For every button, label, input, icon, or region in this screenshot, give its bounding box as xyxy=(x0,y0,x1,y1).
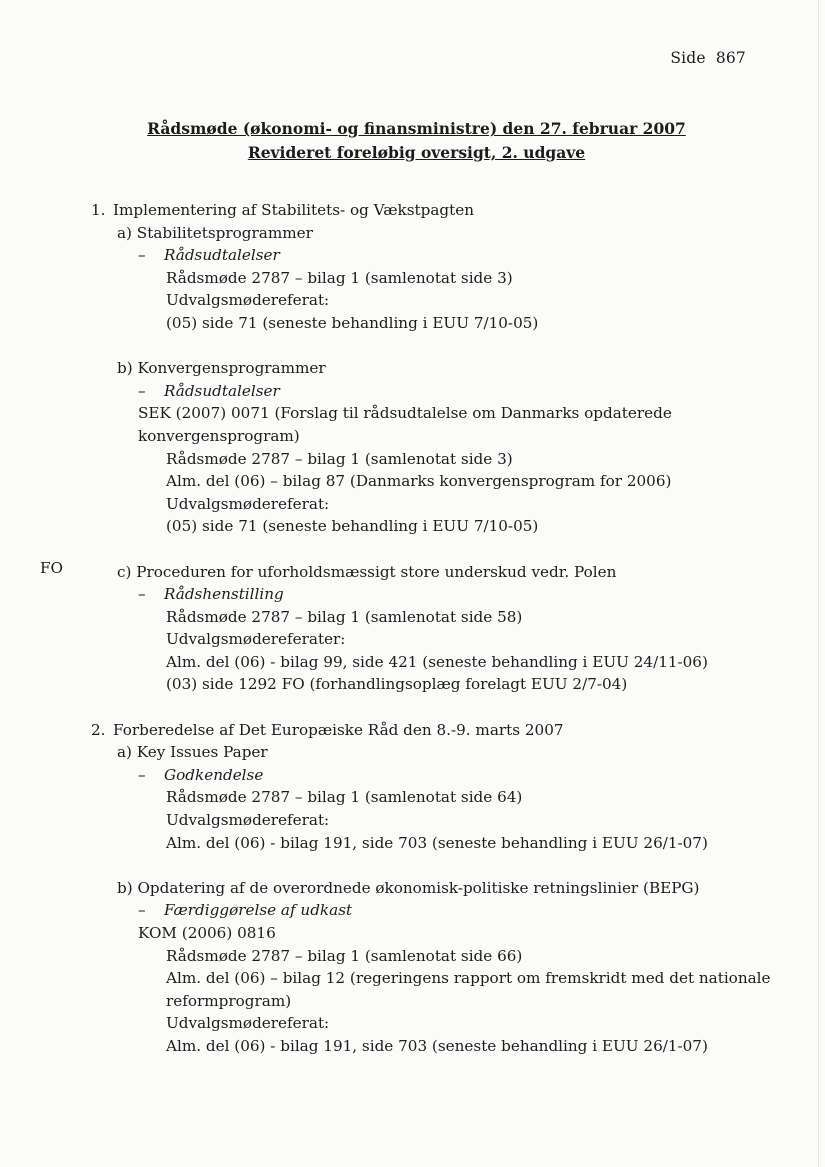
section-heading xyxy=(0,719,825,742)
margin-note-fo: FO xyxy=(40,559,63,577)
page-number: 867 xyxy=(715,49,746,67)
reference-line: Udvalgsmødereferat: xyxy=(166,291,330,310)
scan-edge xyxy=(818,0,819,1167)
reference-line: Alm. del (06) - bilag 191, side 703 (seneste behandling i EUU 26/1-07) xyxy=(166,1036,708,1055)
sub-item-label: b) Opdatering af de overordnede økonomisk-politiske retningslinier (BEPG) xyxy=(117,878,700,897)
reference-line: (05) side 71 (seneste behandling i EUU 7/10-05) xyxy=(166,313,539,332)
reference-line: (05) side 71 (seneste behandling i EUU 7/10-05) xyxy=(166,517,539,536)
sub-item-label: b) Konvergensprogrammer xyxy=(117,359,326,378)
section-number: 2. xyxy=(91,720,106,739)
document-reference: SEK (2007) 0071 (Forslag til rådsudtalelse om Danmarks opdaterede xyxy=(138,404,672,423)
side-label: Side xyxy=(670,49,706,67)
agenda-list xyxy=(0,199,825,1058)
reference-line: Udvalgsmødereferater: xyxy=(166,630,346,649)
item-type: – Rådshenstilling xyxy=(138,585,284,604)
section-title: Implementering af Stabilitets- og Vækstpagten xyxy=(113,201,474,219)
reference-line: Udvalgsmødereferat: xyxy=(166,811,330,830)
document-title: Rådsmøde (økonomi- og finansministre) den 27. februar 2007 xyxy=(147,119,686,138)
reference-line: Rådsmøde 2787 – bilag 1 (samlenotat side 3) xyxy=(166,449,513,468)
section-heading xyxy=(0,199,825,222)
sub-item-label: a) Key Issues Paper xyxy=(117,743,268,762)
reference-line: Rådsmøde 2787 – bilag 1 (samlenotat side 58) xyxy=(166,607,523,626)
section-title: Forberedelse af Det Europæiske Råd den 8.-9. marts 2007 xyxy=(113,720,564,739)
reference-line: Alm. del (06) - bilag 191, side 703 (seneste behandling i EUU 26/1-07) xyxy=(166,833,708,852)
item-type: – Rådsudtalelser xyxy=(138,381,280,400)
reference-line: reformprogram) xyxy=(166,991,292,1010)
reference-line: Rådsmøde 2787 – bilag 1 (samlenotat side 3) xyxy=(166,268,513,287)
sub-item-label: c) Proceduren for uforholdsmæssigt store underskud vedr. Polen xyxy=(117,562,617,581)
reference-line: Rådsmøde 2787 – bilag 1 (samlenotat side 64) xyxy=(166,788,523,807)
reference-line: Udvalgsmødereferat: xyxy=(166,494,330,513)
reference-line: Alm. del (06) – bilag 87 (Danmarks konvergensprogram for 2006) xyxy=(166,472,672,491)
item-type: – Færdiggørelse af udkast xyxy=(138,901,353,920)
document-reference: KOM (2006) 0816 xyxy=(138,924,276,942)
reference-line: (03) side 1292 FO (forhandlingsoplæg forelagt EUU 2/7-04) xyxy=(166,675,628,694)
item-type: – Godkendelse xyxy=(138,765,264,784)
document-subtitle: Revideret foreløbig oversigt, 2. udgave xyxy=(247,143,586,162)
sub-item-label: a) Stabilitetsprogrammer xyxy=(117,223,313,242)
reference-line: Udvalgsmødereferat: xyxy=(166,1014,330,1033)
reference-line: Rådsmøde 2787 – bilag 1 (samlenotat side 66) xyxy=(166,946,523,965)
document-reference: konvergensprogram) xyxy=(138,426,300,445)
reference-line: Alm. del (06) - bilag 99, side 421 (seneste behandling i EUU 24/11-06) xyxy=(166,652,708,671)
reference-line: Alm. del (06) – bilag 12 (regeringens rapport om fremskridt med det nationale xyxy=(166,969,771,988)
page-header xyxy=(670,49,746,67)
section-number: 1. xyxy=(91,201,106,219)
item-type: – Rådsudtalelser xyxy=(138,246,280,265)
